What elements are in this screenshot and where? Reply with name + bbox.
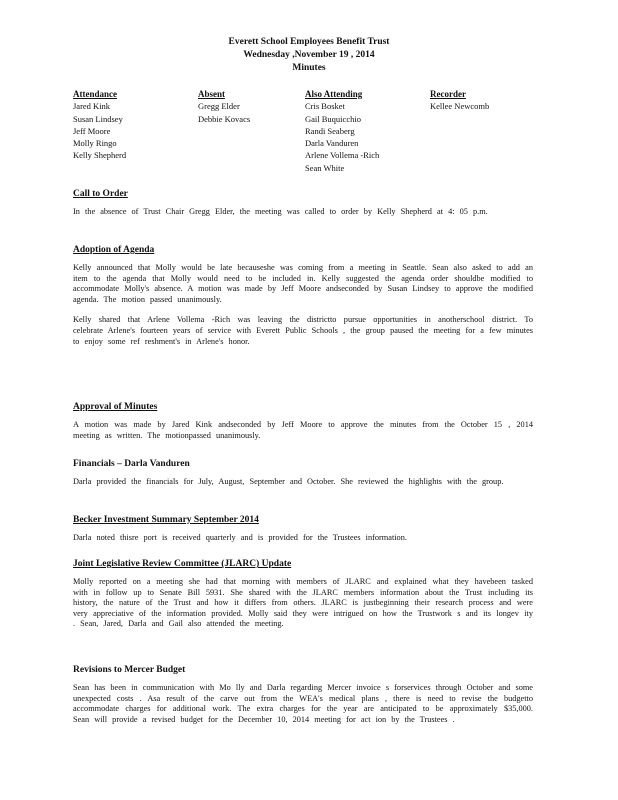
section-heading: Adoption of Agenda [73,245,155,255]
recorder-column [430,88,489,113]
absent-heading: Absent [198,89,226,99]
guest-name: Gail Buquicchio [305,113,361,124]
absent-name: Debbie Kovacs [198,113,251,124]
attendee-name: Jared Kink [73,101,111,112]
section-paragraph: A motion was made by Jared Kink andseconded by Jeff Moore to approve the minutes from the October 15 , 2014 meeting as written. The motionpassed unanimously. [73,420,533,440]
section-adoption-of-agenda [73,244,533,347]
section-heading: Approval of Minutes [73,402,158,412]
guest-name: Randi Seaberg [305,125,355,136]
recorder-name: Kellee Newcomb [430,101,490,112]
section-heading: Joint Legislative Review Committee (JLARC) Update [73,559,292,569]
section-paragraph: Kelly announced that Molly would be late becauseshe was coming from a meeting in Seattle. Sean also asked to add an item to the agenda that Molly would need to be included in. Kelly suggested the agenda order shouldbe modified to accommodate Molly's absence. A motion was made by Jeff Moore andseconded by Susan Lindsey to approve the modified agenda. The motion passed unanimously. [73,263,533,304]
section-paragraph: Kelly shared that Arlene Vollema -Rich was leaving the districtto pursue opportunities in anotherschool district. To celebrate Arlene's fourteen years of service with Everett Public Schools , the group paused the meeting for a few minutes to enjoy some ref reshment's in Arlene's honor. [73,315,533,346]
section-heading: Financials – Darla Vanduren [73,459,190,469]
section-approval-of-minutes [73,401,533,441]
recorder-heading: Recorder [430,89,466,99]
section-heading: Becker Investment Summary September 2014 [73,515,259,525]
attendance-column [73,88,126,162]
guest-name: Sean White [305,162,345,173]
attendee-name: Jeff Moore [73,125,111,136]
absent-column [198,88,250,125]
section-paragraph: Darla provided the financials for July, August, September and October. She reviewed the highlights with the group. [73,477,504,486]
also-attending-column [305,88,379,174]
section-call-to-order [73,188,533,218]
meeting-date: Wednesday ,November 19 , 2014 [243,50,375,60]
section-paragraph: Molly reported on a meeting she had that morning with members of JLARC and explained what they havebeen tasked with in follow up to Senate Bill 5931. She shared with the JLARC members information about the Trust including its history, the nature of the Trust and how it differs from others. JLARC is justbeginning their research process and were very appreciative of the information provided. Molly said they were intrigued on how the Trustwork s and its longev ity . Sean, Jared, Darla and Gail also attended the meeting. [73,577,533,629]
guest-name: Cris Bosket [305,101,345,112]
section-paragraph: Sean has been in communication with Mo lly and Darla regarding Mercer invoice s forservices through October and some unexpected costs . Asa result of the carve out from the WEA's medical plans , there is need to revise the budgetto accommodate charges for additional work. The extra charges for the year are anticipated to be approximately $35,000. Sean will provide a revised budget for the December 10, 2014 meeting for act ion by the Trustees . [73,683,533,724]
attendee-name: Molly Ringo [73,138,117,149]
guest-name: Arlene Vollema -Rich [305,150,380,161]
section-paragraph: In the absence of Trust Chair Gregg Elder, the meeting was called to order by Kelly Shepherd at 4: 05 p.m. [73,207,488,216]
section-heading: Revisions to Mercer Budget [73,665,186,675]
attendee-name: Susan Lindsey [73,113,123,124]
section-becker-investment-summary [73,514,533,544]
section-paragraph: Darla noted thisre port is received quarterly and is provided for the Trustees information. [73,533,407,542]
trust-title: Everett School Employees Benefit Trust [228,37,390,47]
guest-name: Darla Vanduren [305,138,359,149]
section-mercer-budget [73,664,533,725]
section-heading: Call to Order [73,189,128,199]
minutes-label: Minutes [292,63,326,73]
absent-name: Gregg Elder [198,101,240,112]
section-financials [73,458,533,488]
also-attending-heading: Also Attending [305,89,363,99]
attendee-name: Kelly Shepherd [73,150,127,161]
section-jlarc-update [73,558,533,630]
attendance-heading: Attendance [73,89,117,99]
